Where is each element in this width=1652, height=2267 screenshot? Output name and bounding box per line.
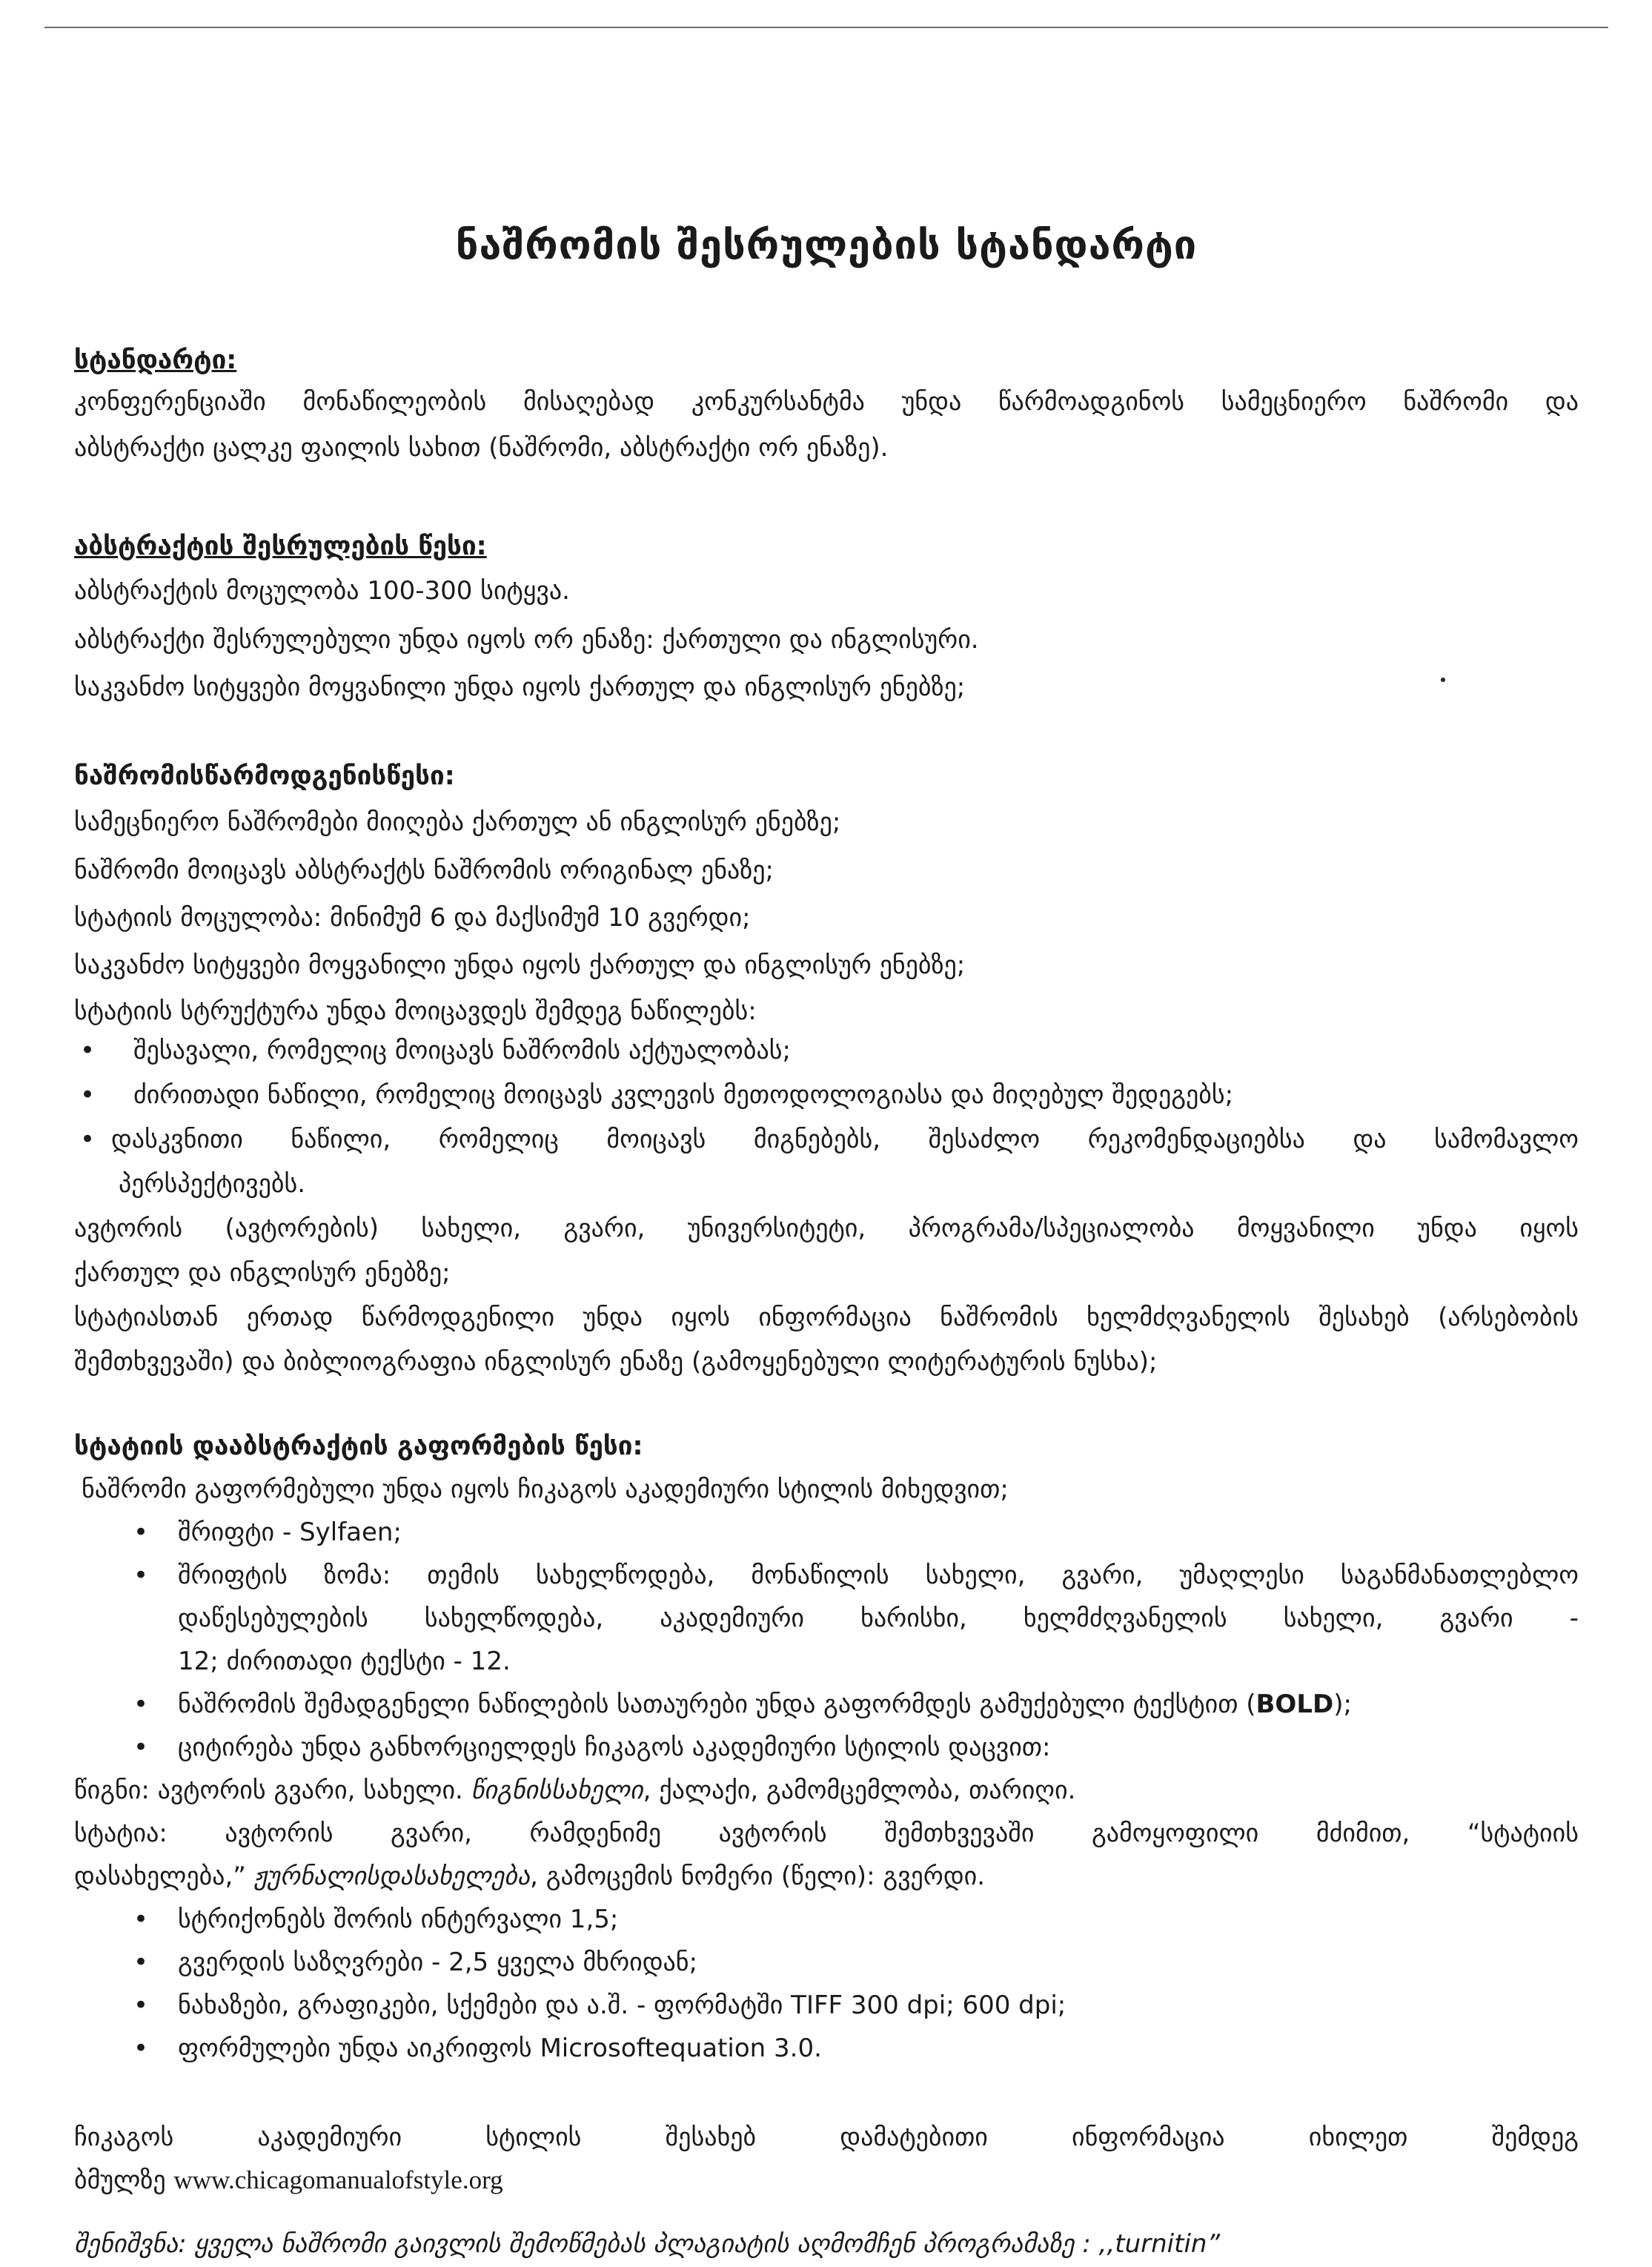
format-intro: ნაშრომი გაფორმებული უნდა იყოს ჩიკაგოს აკადემიური სტილის მიხედვით; <box>82 1475 1009 1504</box>
book-citation-text: წიგნი: ავტორის გვარი, სახელი. <box>74 1775 471 1805</box>
bold-word: BOLD <box>1255 1690 1334 1719</box>
bold-line-end: ); <box>1333 1690 1352 1719</box>
margins-line: გვერდის საზღვრები - 2,5 ყველა მხრიდან; <box>178 1947 698 1977</box>
structure-bullet-1: შესავალი, რომელიც მოიცავს ნაშრომის აქტუალობას; <box>133 1036 791 1065</box>
abstract-line-1: აბსტრაქტის მოცულობა 100-300 სიტყვა. <box>74 576 570 606</box>
bullet-marker: • <box>80 1036 96 1065</box>
authors-line-1: ავტორის (ავტორების) სახელი, გვარი, უნივერსიტეტი, პროგრამა/სპეციალობა მოყვანილი უნდა იყოს <box>74 1214 1579 1243</box>
bullet-marker: • <box>133 1561 149 1590</box>
abstract-heading: აბსტრაქტის შესრულების წესი: <box>74 532 487 561</box>
stray-dot <box>1441 678 1445 682</box>
structure-bullet-2: ძირითადი ნაწილი, რომელიც მოიცავს კვლევის მეთოდოლოგიასა და მიღებულ შედეგებს; <box>133 1080 1234 1110</box>
format-heading: სტატიის დააბსტრაქტის გაფორმების წესი: <box>74 1432 643 1461</box>
book-citation-line <box>74 1767 1075 1813</box>
font-label: შრიფტი - <box>178 1518 300 1547</box>
standard-line-2: აბსტრაქტი ცალკე ფაილის სახით (ნაშრომი, აბსტრაქტი ორ ენაზე). <box>74 433 889 463</box>
font-size-line-3: 12; ძირითადი ტექსტი - 12. <box>178 1647 511 1676</box>
bullet-marker: • <box>80 1080 96 1110</box>
submission-line-3: სტატიის მოცულობა: მინიმუმ 6 და მაქსიმუმ 10 გვერდი; <box>74 903 751 933</box>
structure-bullet-3-cont: პერსპექტივებს. <box>119 1169 306 1199</box>
bullet-marker: • <box>133 1947 149 1977</box>
font-size-line-1: შრიფტის ზომა: თემის სახელწოდება, მონაწილის სახელი, გვარი, უმაღლესი საგანმანათლებლო <box>178 1561 1579 1590</box>
chicago-link[interactable]: www.chicagomanualofstyle.org <box>173 2165 503 2194</box>
submission-line-1: სამეცნიერო ნაშრომები მიიღება ქართულ ან ინგლისურ ენებზე; <box>74 807 841 837</box>
standard-line-1: კონფერენციაში მონაწილეობის მისაღებად კონკურსანტმა უნდა წარმოადგინოს სამეცნიერო ნაშრომი და <box>74 387 1579 417</box>
supervisor-line-1: სტატიასთან ერთად წარმოდგენილი უნდა იყოს ინფორმაცია ნაშრომის ხელმძღვანელის შესახებ (არსებობის <box>74 1303 1579 1332</box>
journal-title-italic: ჟურნალისდასახელება <box>253 1861 531 1891</box>
citation-line: ციტირება უნდა განხორციელდეს ჩიკაგოს აკადემიური სტილის დაცვით: <box>178 1732 1051 1762</box>
submission-heading: ნაშრომისწარმოდგენისწესი: <box>74 761 455 791</box>
bullet-marker: • <box>133 1732 149 1762</box>
abstract-line-3: საკვანძო სიტყვები მოყვანილი უნდა იყოს ქართულ და ინგლისურ ენებზე; <box>74 672 966 702</box>
bold-line-text: ნაშრომის შემადგენელი ნაწილების სათაურები უნდა გაფორმდეს გამუქებული ტექსტით ( <box>178 1690 1256 1719</box>
article-citation-line-2 <box>74 1853 985 1899</box>
book-citation-end: , ქალაქი, გამომცემლობა, თარიღი. <box>643 1775 1076 1805</box>
line-spacing-line: სტრიქონებს შორის ინტერვალი 1,5; <box>178 1904 619 1934</box>
font-line <box>178 1509 402 1555</box>
article-citation-end: , გამოცემის ნომერი (წელი): გვერდი. <box>530 1861 986 1891</box>
article-citation-line-1: სტატია: ავტორის გვარი, რამდენიმე ავტორის შემთხვევაში გამოყოფილი მძიმით, “სტატიის <box>74 1818 1579 1848</box>
supervisor-line-2: შემთხვევაში) და ბიბლიოგრაფია ინგლისურ ენაზე (გამოყენებული ლიტერატურის ნუსხა); <box>74 1347 1158 1377</box>
formulas-line: ფორმულები უნდა აიკრიფოს Microsoftequation 3.0. <box>178 2033 822 2063</box>
bullet-marker: • <box>133 1518 149 1547</box>
chicago-link-prefix: ბმულზე <box>74 2165 174 2195</box>
structure-bullet-3: დასკვნითი ნაწილი, რომელიც მოიცავს მიგნებებს, შესაძლო რეკომენდაციებსა და სამომავლო <box>111 1125 1579 1154</box>
article-title-text: დასახელება,” <box>74 1861 254 1891</box>
bullet-marker: • <box>80 1125 96 1154</box>
abstract-line-2: აბსტრაქტი შესრულებული უნდა იყოს ორ ენაზე: ქართული და ინგლისური. <box>74 625 979 655</box>
font-value: Sylfaen; <box>299 1518 402 1547</box>
top-rule <box>44 27 1608 28</box>
figures-line: ნახაზები, გრაფიკები, სქემები და ა.შ. - ფორმატში TIFF 300 dpi; 600 dpi; <box>178 1990 1066 2020</box>
standard-heading: სტანდარტი: <box>74 345 237 375</box>
bullet-marker: • <box>133 1690 149 1719</box>
plagiarism-note: შენიშვნა: ყველა ნაშრომი გაივლის შემოწმებას პლაგიატის აღმომჩენ პროგრამაზე : ,,turnitin” <box>74 2229 1221 2259</box>
authors-line-2: ქართულ და ინგლისურ ენებზე; <box>74 1258 451 1288</box>
bold-headings-line <box>178 1681 1352 1727</box>
submission-line-4: საკვანძო სიტყვები მოყვანილი უნდა იყოს ქართულ და ინგლისურ ენებზე; <box>74 950 966 980</box>
bullet-marker: • <box>133 1990 149 2020</box>
submission-line-5: სტატიის სტრუქტურა უნდა მოიცავდეს შემდეგ ნაწილებს: <box>74 996 757 1026</box>
chicago-info-line-1: ჩიკაგოს აკადემიური სტილის შესახებ დამატებითი ინფორმაცია იხილეთ შემდეგ <box>74 2122 1579 2152</box>
book-title-italic: წიგნისსახელი <box>471 1775 643 1805</box>
bullet-marker: • <box>133 1904 149 1934</box>
submission-line-2: ნაშრომი მოიცავს აბსტრაქტს ნაშრომის ორიგინალ ენაზე; <box>74 855 774 885</box>
chicago-info-line-2 <box>74 2157 503 2203</box>
page-title: ნაშრომის შესრულების სტანდარტი <box>455 222 1198 268</box>
font-size-line-2: დაწესებულების სახელწოდება, აკადემიური ხარისხი, ხელმძღვანელის სახელი, გვარი - <box>178 1604 1579 1633</box>
bullet-marker: • <box>133 2033 149 2063</box>
